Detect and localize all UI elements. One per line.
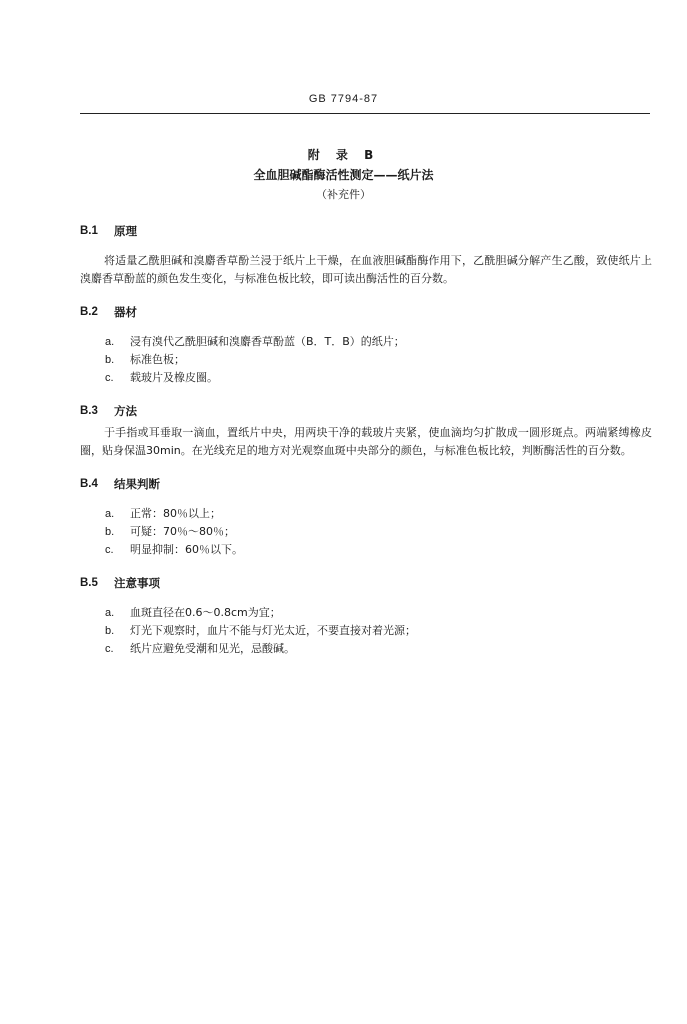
list-item (80, 351, 652, 369)
section-title: 结果判断 (114, 477, 160, 491)
item-letter: b. (105, 625, 115, 637)
section-number: B.2 (80, 306, 98, 318)
appendix-label: 附 录 B (307, 148, 380, 162)
item-text: 载玻片及橡皮圈。 (130, 371, 218, 384)
list-item (80, 333, 652, 351)
section-title: 方法 (114, 404, 137, 418)
item-letter: a. (105, 508, 115, 520)
list-item (80, 523, 652, 541)
section-title: 器材 (114, 305, 137, 319)
item-text: 灯光下观察时，血片不能与灯光太近，不要直接对着光源； (130, 624, 416, 637)
list-item (80, 622, 652, 640)
result-list (80, 505, 652, 559)
list-item (80, 640, 652, 658)
appendix-title: 全血胆碱酯酶活性测定——纸片法 (253, 168, 434, 182)
item-text: 血斑直径在0.6～0.8cm为宜； (130, 606, 281, 619)
section-number: B.1 (80, 225, 98, 237)
precautions-list (80, 604, 652, 658)
section-heading-b3 (80, 402, 652, 420)
item-text: 浸有溴代乙酰胆碱和溴麝香草酚蓝（B．T．B）的纸片； (130, 335, 405, 348)
item-text: 可疑：70％～80％； (130, 525, 235, 538)
equipment-list (80, 333, 652, 387)
section-title: 原理 (114, 224, 137, 238)
item-letter: c. (105, 544, 114, 556)
section-number: B.5 (80, 577, 98, 589)
list-item (80, 541, 652, 559)
item-letter: c. (105, 372, 114, 384)
section-number: B.4 (80, 478, 98, 490)
item-letter: b. (105, 354, 115, 366)
list-item (80, 369, 652, 387)
item-text: 纸片应避免受潮和见光，忌酸碱。 (130, 642, 295, 655)
item-letter: a. (105, 607, 115, 619)
list-item (80, 505, 652, 523)
header-rule (80, 113, 650, 114)
section-heading-b2 (80, 303, 652, 321)
item-text: 正常：80％以上； (130, 507, 221, 520)
section-heading-b4 (80, 475, 652, 493)
item-letter: c. (105, 643, 114, 655)
section-heading-b5 (80, 574, 652, 592)
section-heading-b1 (80, 222, 652, 240)
section-paragraph-b3: 于手指或耳垂取一滴血，置纸片中央，用两块干净的载玻片夹紧，使血滴均匀扩散成一圆形斑点。两端紧缚橡皮圈，贴身保温30min。在光线充足的地方对光观察血斑中央部分的颜色，与标准色板比较，判断酶活性的百分数。 (80, 426, 652, 457)
appendix-subtitle: （补充件） (316, 188, 371, 201)
section-title: 注意事项 (114, 576, 160, 590)
item-text: 明显抑制：60％以下。 (130, 543, 243, 556)
item-letter: a. (105, 336, 115, 348)
section-paragraph-b1: 将适量乙酰胆碱和溴麝香草酚兰浸于纸片上干燥，在血液胆碱酯酶作用下，乙酰胆碱分解产生乙酸，致使纸片上溴麝香草酚蓝的颜色发生变化，与标准色板比较，即可读出酶活性的百分数。 (80, 254, 652, 285)
section-number: B.3 (80, 405, 98, 417)
list-item (80, 604, 652, 622)
document-body (80, 222, 652, 658)
item-letter: b. (105, 526, 115, 538)
item-text: 标准色板； (130, 353, 185, 366)
appendix-title-block (0, 145, 687, 205)
standard-number: GB 7794-87 (308, 93, 379, 105)
